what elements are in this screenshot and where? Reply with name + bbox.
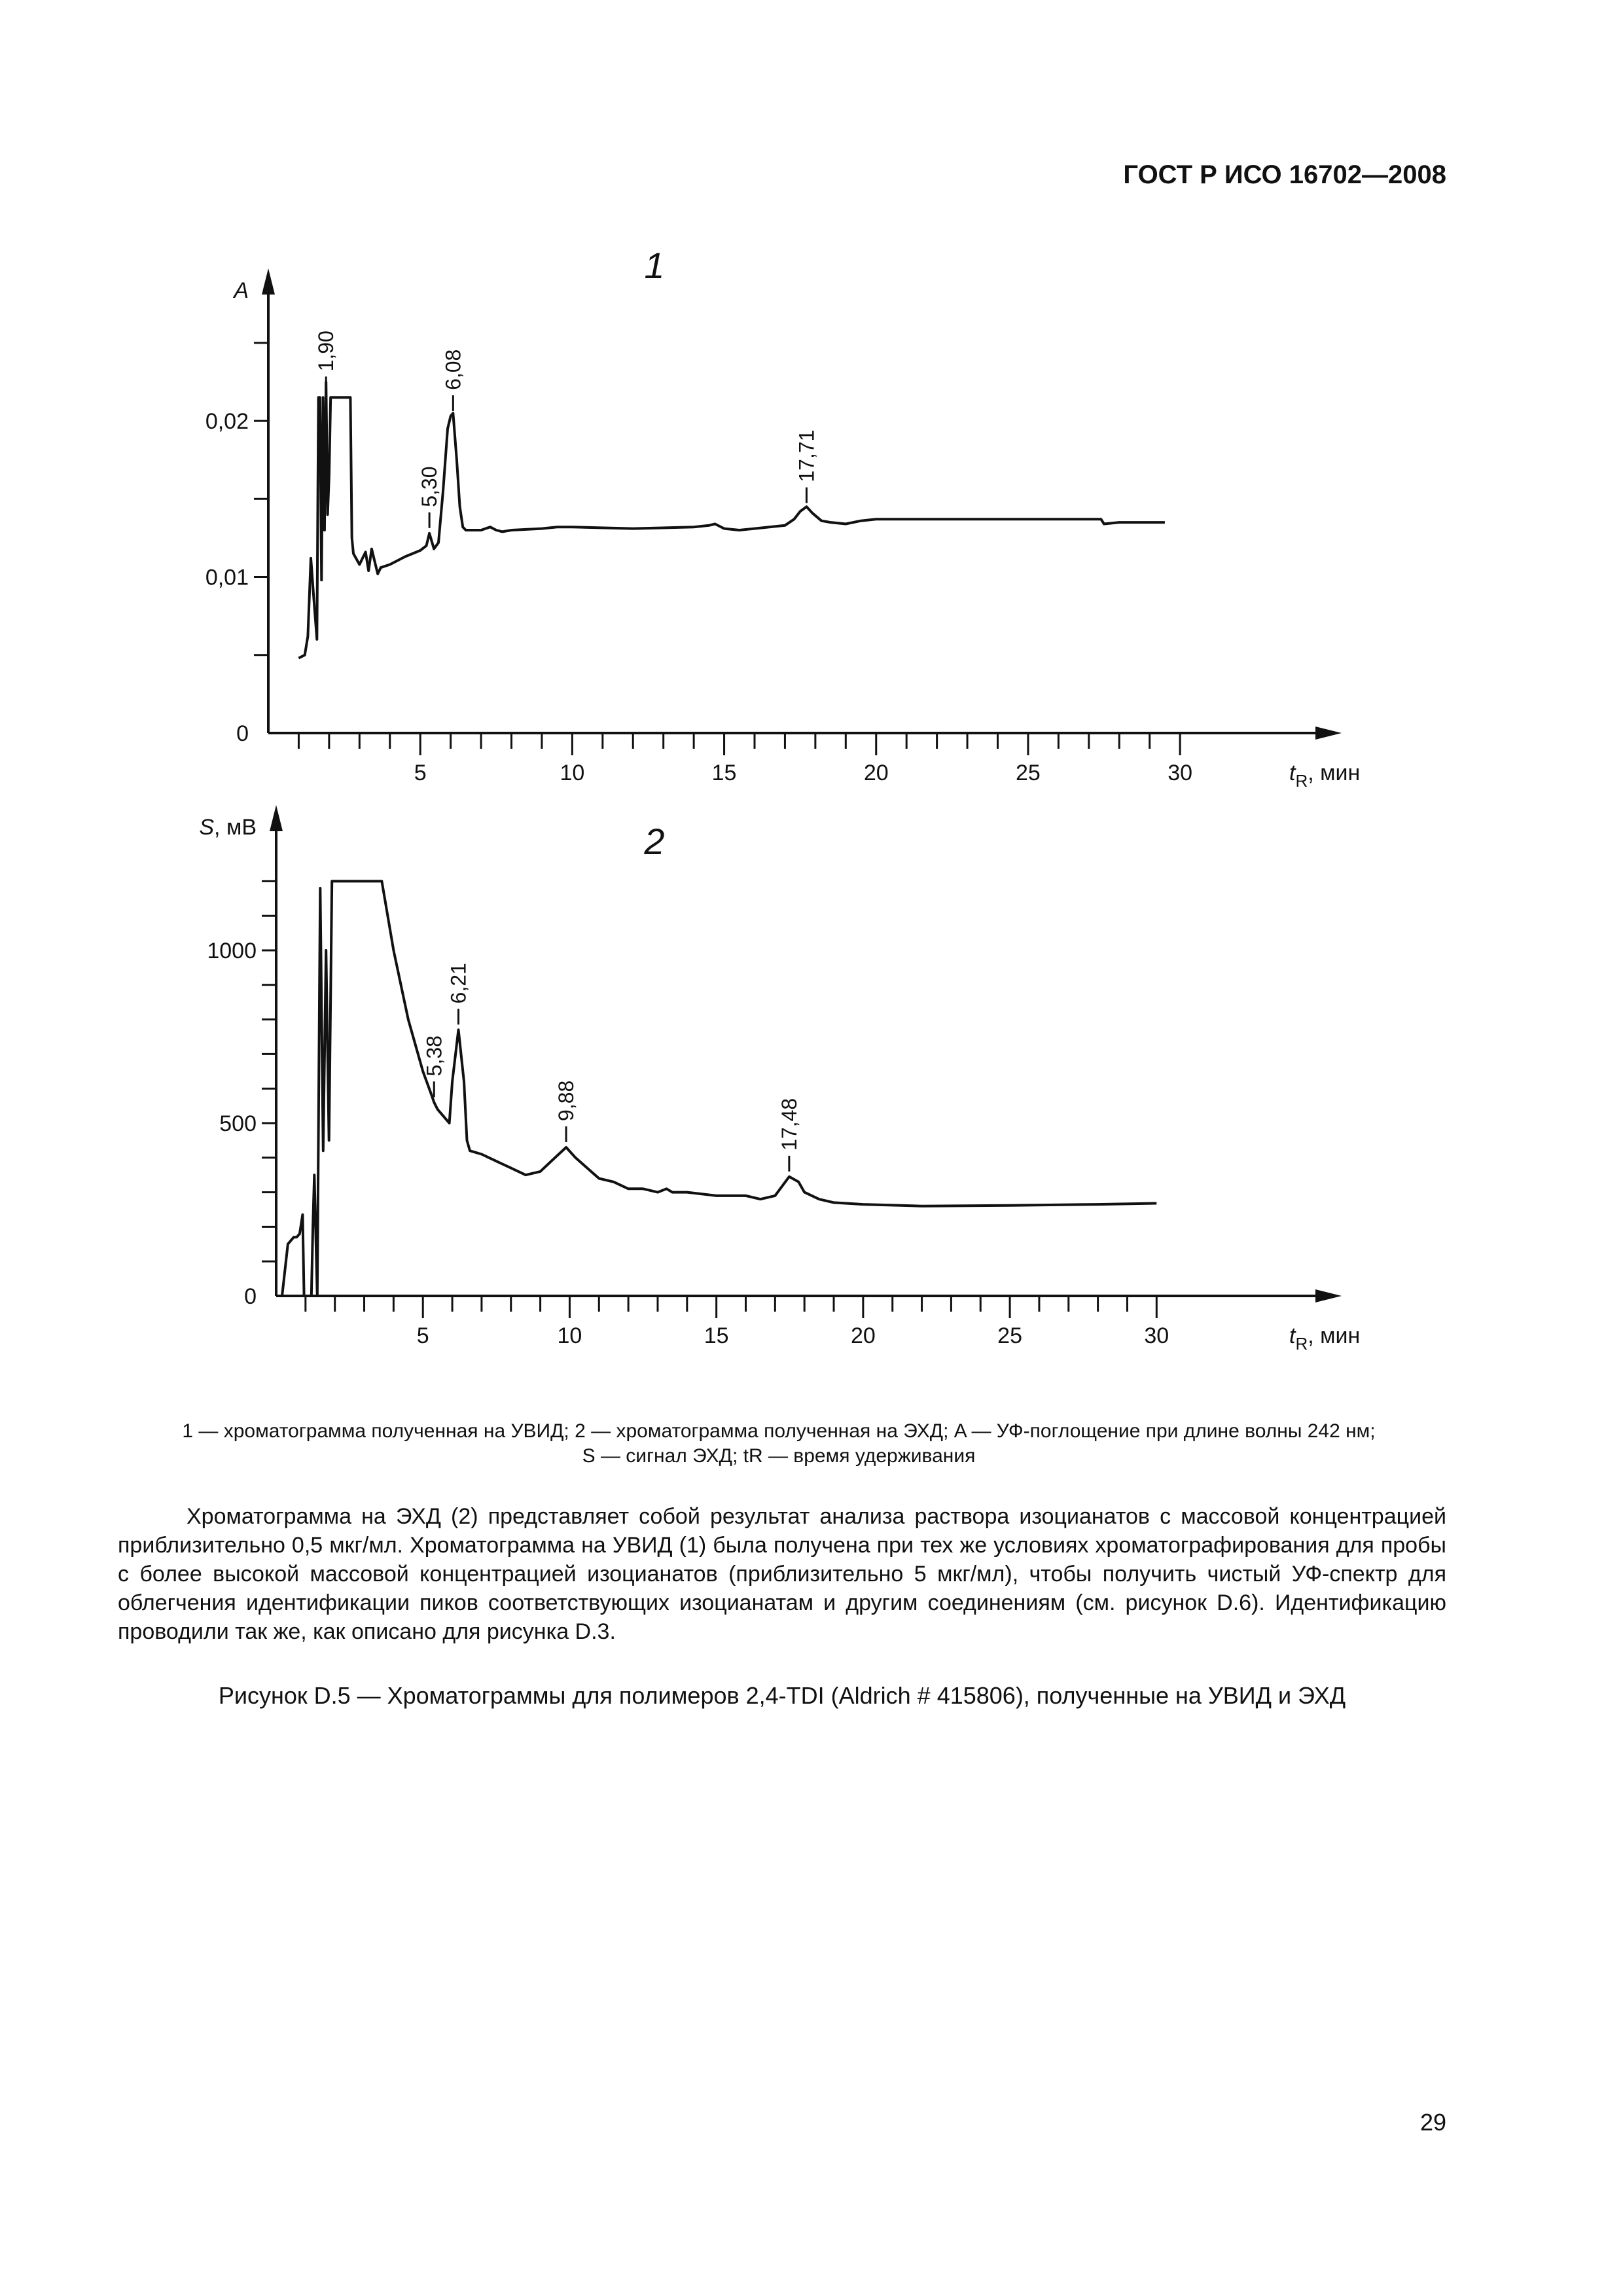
chart-number: 2 (644, 821, 665, 862)
x-axis-arrow (1315, 726, 1342, 740)
peak-label: 6,21 (446, 963, 471, 1004)
x-tick-label: 25 (997, 1323, 1023, 1348)
page-number: 29 (1419, 2109, 1446, 2136)
y-axis-arrow (262, 268, 275, 295)
x-axis-label (1289, 1323, 1360, 1354)
peak-label: 5,30 (418, 466, 442, 507)
y-tick-label: 0,02 (205, 409, 249, 435)
x-axis-label-subscript: R (1295, 1334, 1308, 1354)
peak-label: 17,48 (777, 1098, 801, 1151)
x-axis-label-symbol: t (1289, 1323, 1296, 1348)
peak-label: 6,08 (441, 349, 465, 390)
peak-label: 9,88 (554, 1080, 579, 1121)
chromatogram-uvid (0, 196, 1623, 791)
x-tick-label: 15 (704, 1323, 729, 1348)
legend-line-1: 1 — хроматограмма полученная на УВИД; 2 — хроматограмма полученная на ЭХД; A — УФ-поглощение при длине волны 242 нм; (182, 1420, 1376, 1442)
x-axis-label-unit: , мин (1308, 761, 1361, 785)
x-tick-label: 20 (850, 1323, 876, 1348)
x-axis-label-unit: , мин (1308, 1323, 1361, 1348)
x-axis-label (1289, 761, 1360, 791)
peak-label: 1,90 (314, 331, 338, 372)
y-axis-label-symbol: S (199, 815, 215, 840)
y-axis-label-unit: , мВ (214, 815, 257, 840)
x-tick-label: 15 (711, 761, 737, 785)
y-axis-label (199, 815, 257, 840)
x-axis-label-symbol: t (1289, 761, 1296, 785)
document-header: ГОСТ Р ИСО 16702—2008 (1123, 160, 1446, 189)
x-tick-label: 30 (1168, 761, 1193, 785)
x-tick-label: 30 (1144, 1323, 1169, 1348)
y-tick-label: 1000 (207, 939, 257, 963)
x-tick-label: 5 (416, 1323, 429, 1348)
x-tick-label: 10 (560, 761, 585, 785)
legend-line-2: S — сигнал ЭХД; tR — время удерживания (582, 1445, 976, 1467)
y-tick-label: 0,01 (205, 565, 249, 590)
x-axis-arrow (1315, 1289, 1342, 1302)
body-paragraph: Хроматограмма на ЭХД (2) представляет собой результат анализа раствора изоцианатов с массовой концентрацией приблизительно 0,5 мкг/мл. Хроматограмма на УВИД (1) была получена при тех же условиях хроматографирования для пробы с более высокой массовой концентрацией изоцианатов (приблизительно 5 мкг/мл), чтобы получить чистый УФ-спектр для облегчения идентификации пиков соответствующих изоцианатам и другим соединениям (см. рисунок D.6). Идентификацию проводили так же, как описано для рисунка D.3. (118, 1504, 1446, 1644)
y-axis-label: A (234, 278, 249, 303)
chromatogram-ecd (0, 792, 1623, 1381)
x-axis-label-subscript: R (1295, 771, 1308, 791)
chart-number: 1 (644, 245, 665, 286)
y-axis-arrow (270, 805, 283, 831)
series-line (276, 881, 1156, 1296)
figure-legend (118, 1419, 1440, 1469)
x-tick-label: 20 (863, 761, 889, 785)
x-tick-label: 5 (414, 761, 427, 785)
y-tick-label: 0 (244, 1284, 257, 1309)
y-tick-label: 0 (236, 721, 249, 746)
peak-label: 17,71 (794, 429, 819, 482)
x-tick-label: 25 (1016, 761, 1041, 785)
peak-label: 5,38 (422, 1035, 446, 1077)
figure-caption: Рисунок D.5 — Хроматограммы для полимеров 2,4-TDI (Aldrich # 415806), полученные на УВИД и ЭХД (218, 1682, 1346, 1709)
x-tick-label: 10 (557, 1323, 582, 1348)
y-tick-label: 500 (219, 1111, 257, 1136)
